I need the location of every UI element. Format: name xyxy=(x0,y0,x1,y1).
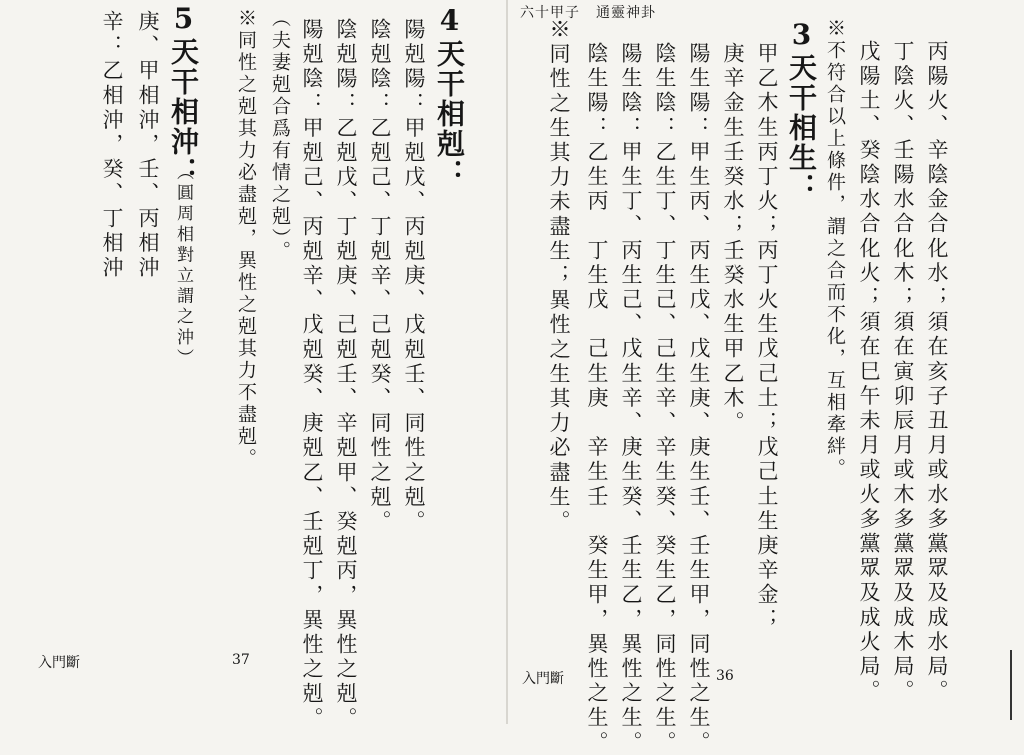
section-heading: 5天干相沖： xyxy=(167,2,200,187)
text-column: 陰剋陽：乙剋戊、丁剋庚、己剋壬、辛剋甲、癸剋丙，異性之剋。 xyxy=(334,18,358,732)
text-column: 陽剋陽：甲剋戊、丙剋庚、戊剋壬、同性之剋。 xyxy=(402,18,426,535)
text-column: （夫妻剋合爲有情之剋）。 xyxy=(269,8,291,263)
text-column: 陽生陰：甲生丁、丙生己、戊生辛、庚生癸、壬生乙，異性之生。 xyxy=(619,42,643,755)
page-number: 37 xyxy=(232,652,250,668)
text-column: （圓周相對立謂之沖） xyxy=(173,163,193,369)
text-column: 甲乙木生丙丁火；丙丁火生戊己土；戊己土生庚辛金； xyxy=(755,42,779,633)
text-column: 陰生陰：乙生丁、丁生己、己生辛、辛生癸、癸生乙，同性之生。 xyxy=(653,42,677,755)
section-heading: 3天干相生： xyxy=(785,18,818,203)
note-column: ※同性之剋其力必盡剋，異性之剋其力不盡剋。 xyxy=(235,8,257,470)
scan-edge-mark xyxy=(1010,650,1012,720)
text-column: 陽剋陰：甲剋己、丙剋辛、戊剋癸、庚剋乙、壬剋丁，異性之剋。 xyxy=(300,18,324,732)
book-spine xyxy=(506,0,508,724)
note-column: ※不符合以上條件，謂之合而不化，互相牽絆。 xyxy=(824,18,846,480)
page-number: 36 xyxy=(716,668,734,684)
left-page xyxy=(0,0,512,732)
note-column: ※同性之生其力未盡生；異性之生其力必盡生。 xyxy=(547,18,571,535)
text-column: 陰生陽：乙生丙 丁生戊 己生庚 辛生壬 癸生甲，異性之生。 xyxy=(585,42,609,755)
text-column: 庚、甲相沖，壬、丙相沖 xyxy=(136,10,160,281)
text-column: 丁陰火、壬陽水合化木；須在寅卯辰月或木多黨眾及成木局。 xyxy=(891,40,915,705)
footer-title: 入門斷 xyxy=(38,655,80,671)
running-header: 通靈神卦 xyxy=(596,5,656,21)
text-column: 陽生陽：甲生丙、丙生戊、戊生庚、庚生壬、壬生甲，同性之生。 xyxy=(687,42,711,755)
footer-title: 入門斷 xyxy=(522,671,564,687)
section-heading: 4天干相剋： xyxy=(433,4,466,189)
text-column: 庚辛金生壬癸水；壬癸水生甲乙木。 xyxy=(721,42,745,436)
text-column: 辛：乙相沖，癸、丁相沖 xyxy=(100,10,124,281)
text-column: 戊陽土、癸陰水合化火；須在巳午未月或火多黨眾及成火局。 xyxy=(857,40,881,705)
text-column: 陰剋陰：乙剋己、丁剋辛、己剋癸、同性之剋。 xyxy=(368,18,392,535)
right-page xyxy=(512,0,1024,755)
running-header: 六十甲子 xyxy=(520,5,580,21)
text-column: 丙陽火、辛陰金合化水；須在亥子丑月或水多黨眾及成水局。 xyxy=(925,40,949,705)
